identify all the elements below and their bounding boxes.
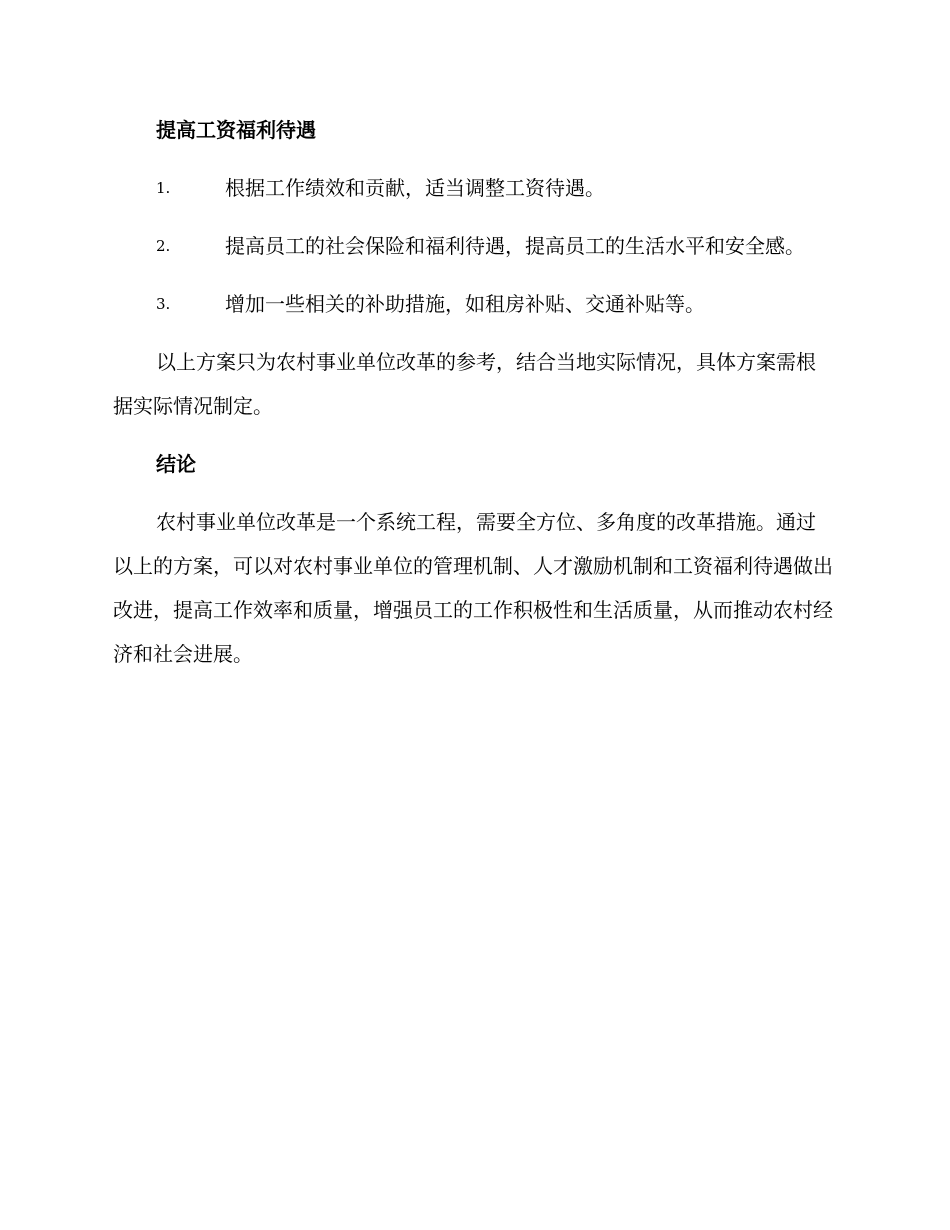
list-item-text: 提高员工的社会保险和福利待遇，提高员工的生活水平和安全感。 — [225, 234, 805, 258]
closing-paragraph: 以上方案只为农村事业单位改革的参考，结合当地实际情况，具体方案需根据实际情况制定。 — [113, 350, 816, 418]
document-page — [113, 108, 833, 676]
list-item — [113, 282, 833, 326]
section-heading-conclusion: 结论 — [156, 452, 196, 476]
list-item — [113, 166, 833, 210]
conclusion-paragraph: 农村事业单位改革是一个系统工程，需要全方位、多角度的改革措施。通过以上的方案，可以对农村事业单位的管理机制、人才激励机制和工资福利待遇做出改进，提高工作效率和质量，增强员工的工作积极性和生活质量，从而推动农村经济和社会进展。 — [113, 510, 833, 666]
list-item-number: 3. — [156, 295, 171, 313]
list-item-text: 根据工作绩效和贡献，适当调整工资待遇。 — [225, 176, 605, 200]
section-heading-salary-benefits: 提高工资福利待遇 — [156, 118, 316, 142]
list-item — [113, 224, 833, 268]
list-item-number: 1. — [156, 179, 171, 197]
list-item-number: 2. — [156, 237, 171, 255]
list-item-text: 增加一些相关的补助措施，如租房补贴、交通补贴等。 — [225, 292, 705, 316]
